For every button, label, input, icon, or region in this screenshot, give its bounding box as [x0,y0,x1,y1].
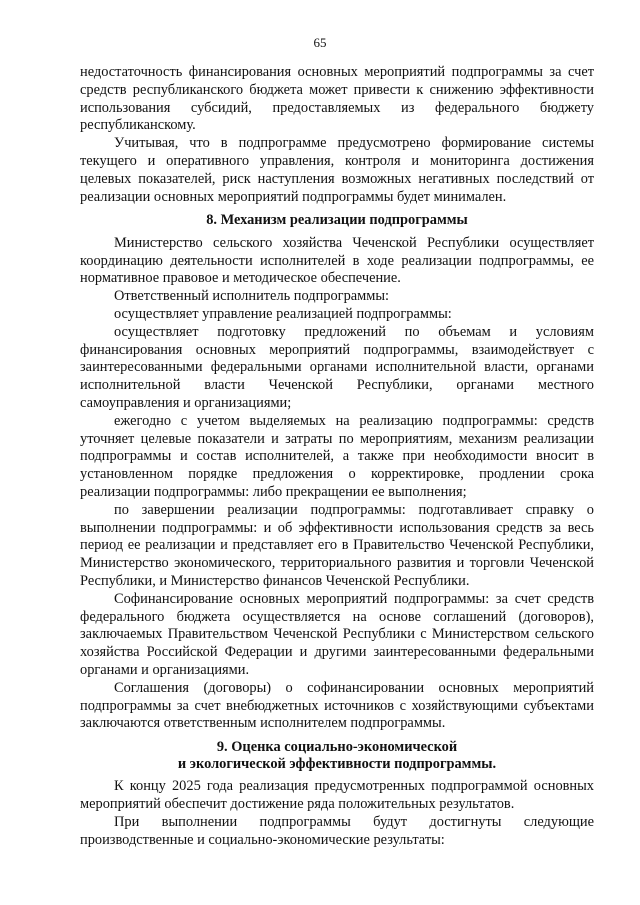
section-8-heading: 8. Механизм реализации подпрограммы [206,212,468,229]
section-9-heading [80,739,594,772]
paragraph-completion-report: по завершении реализации подпрограммы: подготавливает справку о выполнении подпрограммы: и об эффективности использования средств за весь период ее реализации и представляет его в Правительство Чеченской Республики, Министерство экономического, территориального развития и торговли Чеченской Республики, и Министерство финансов Чеченской Республики. [80,501,594,590]
paragraph-federal-cofinancing: Софинансирование основных мероприятий подпрограммы: за счет средств федерального бюджета осуществляется на основе соглашений (договоров), заключаемых Правительством Чеченской Республики с Министерством сельского хозяйства Российской Федерации и другими заинтересованными федеральными органами и организациями. [80,590,594,678]
paragraph-ministry-coordination: Министерство сельского хозяйства Чеченской Республики осуществляет координацию деятельности исполнителей в ходе реализации подпрограммы, ее нормативное правовое и методическое обеспечение. [80,234,594,287]
section-9-heading-line-1: 9. Оценка социально-экономической [216,739,458,756]
paragraph-manages-implementation: осуществляет управление реализацией подпрограммы: [114,306,452,323]
paragraph-prepares-proposals: осуществляет подготовку предложений по объемам и условиям финансирования основных мероприятий подпрограммы, взаимодействует с заинтересованными федеральными органами исполнительной власти, органами исполнительной власти Чеченской Республики, органами местного самоуправления и организациями; [80,323,594,412]
paragraph-risk-insufficient-funding: недостаточность финансирования основных мероприятий подпрограммы за счет средств республиканского бюджета может привести к снижению эффективности использования субсидий, предоставляемых из федерального бюджету республиканскому. [80,64,594,134]
page-content [80,64,594,849]
section-9-heading-line-2: и экологической эффективности подпрограммы. [177,755,497,772]
paragraph-responsible-executor: Ответственный исполнитель подпрограммы: [114,288,390,305]
paragraph-risk-minimal: Учитывая, что в подпрограмме предусмотрено формирование системы текущего и оперативного управления, контроля и мониторинга достижения целевых показателей, риск наступления возможных негативных последствий от реализации основных мероприятий подпрограммы будет минимален. [80,135,594,205]
page-number: 65 [313,35,327,50]
paragraph-results-2025: К концу 2025 года реализация предусмотренных подпрограммой основных мероприятий обеспечит достижение ряда положительных результатов. [80,778,594,812]
paragraph-annual-update: ежегодно с учетом выделяемых на реализацию подпрограммы: средств уточняет целевые показатели и затраты по мероприятиям, механизм реализации подпрограммы и состав исполнителей, а также при необходимости вносит в установленном порядке предложения о корректировке, продлении срока реализации подпрограммы: либо прекращении ее выполнения; [80,412,594,501]
paragraph-extrabudgetary-agreements: Соглашения (договоры) о софинансировании основных мероприятий подпрограммы за счет внебюджетных источников с хозяйствующими субъектами заключаются ответственным исполнителем подпрограммы. [80,679,594,732]
paragraph-expected-results: При выполнении подпрограммы будут достигнуты следующие производственные и социально-экономические результаты: [80,813,594,848]
